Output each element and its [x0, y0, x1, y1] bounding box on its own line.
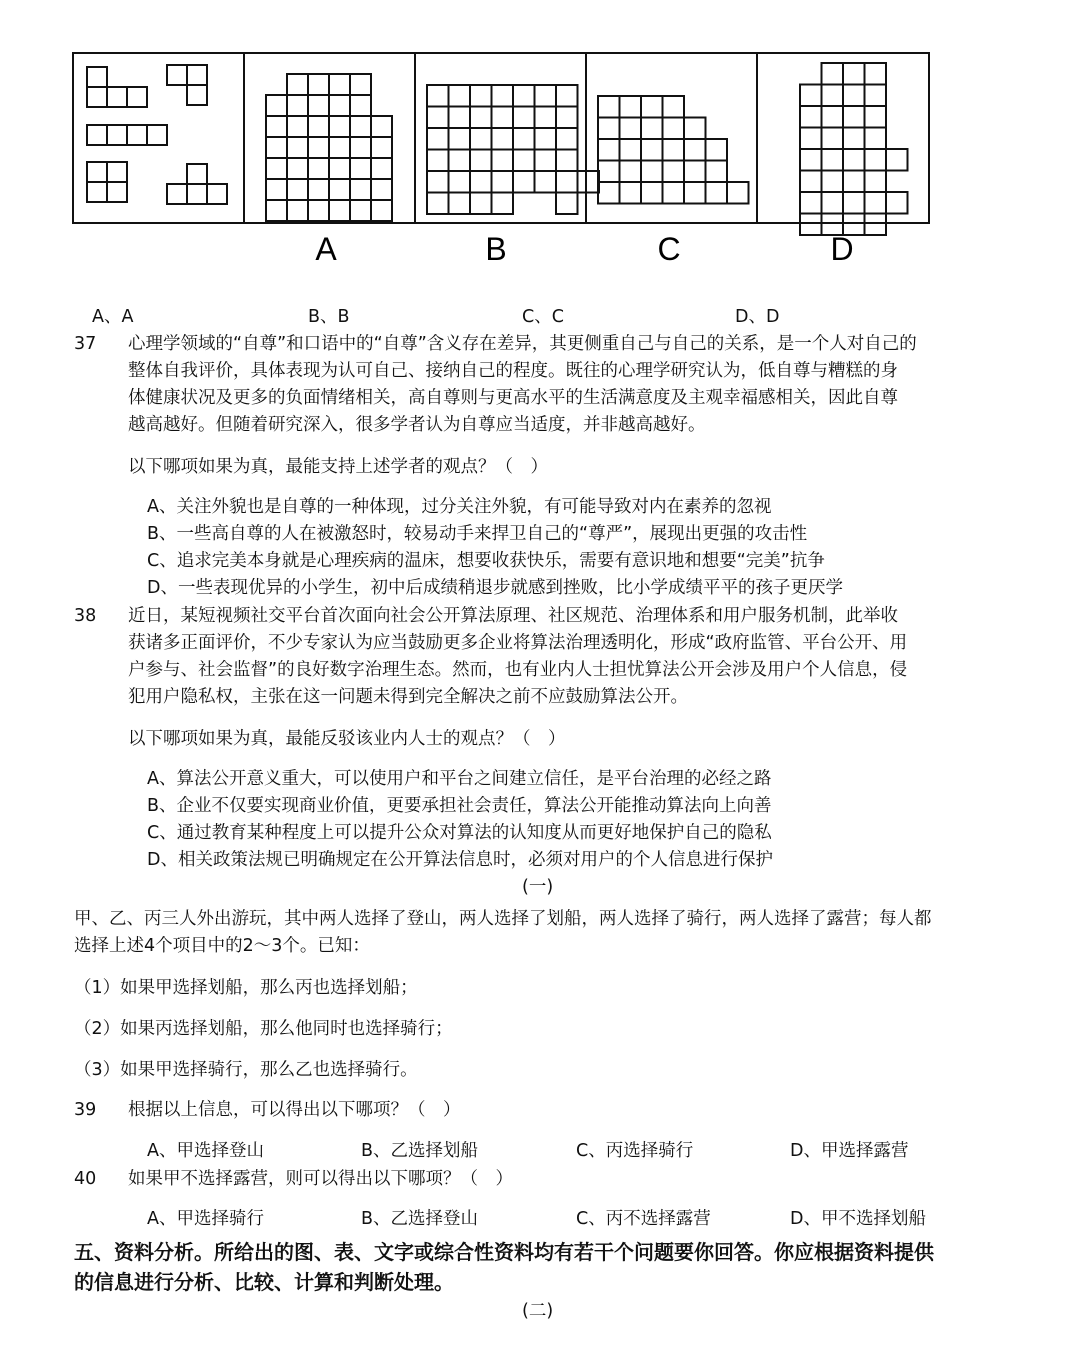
q36-option-c[interactable]: C、C [522, 307, 564, 327]
section-subheading: (二) [522, 1301, 554, 1321]
piece-square [87, 162, 127, 202]
q37-question: 以下哪项如果为真，最能支持上述学者的观点？（ ） [128, 457, 548, 477]
question-number: 40 [74, 1169, 97, 1189]
option-label-d: D [830, 231, 854, 267]
q37-option-b[interactable]: B、一些高自尊的人在被激怒时，较易动手来捍卫自己的“尊严”，展现出更强的攻击性 [147, 524, 808, 544]
section-heading: (一) [522, 877, 554, 897]
section-title: 的信息进行分析、比较、计算和判断处理。 [74, 1270, 454, 1294]
q38-option-d[interactable]: D、相关政策法规已明确规定在公开算法信息时，必须对用户的个人信息进行保护 [147, 850, 773, 870]
q38-line: 犯用户隐私权，主张在这一问题未得到完全解决之前不应鼓励算法公开。 [128, 687, 688, 707]
piece-l-shape-flipped [167, 65, 207, 105]
q38-line: 户参与、社会监督”的良好数字治理生态。然而，也有业内人士担忧算法公开会涉及用户个人信息，侵 [128, 660, 908, 680]
q39-option-a[interactable]: A、甲选择登山 [147, 1141, 264, 1161]
option-a-shape [266, 74, 392, 221]
q40-option-d[interactable]: D、甲不选择划船 [790, 1209, 926, 1229]
q38-option-a[interactable]: A、算法公开意义重大，可以使用户和平台之间建立信任，是平台治理的必经之路 [147, 769, 772, 789]
q40-option-b[interactable]: B、乙选择登山 [361, 1209, 479, 1229]
option-label-c: C [657, 231, 681, 267]
question-number: 39 [74, 1100, 97, 1120]
q38-option-b[interactable]: B、企业不仅要实现商业价值，更要承担社会责任，算法公开能推动算法向上向善 [147, 796, 772, 816]
q36-option-d[interactable]: D、D [735, 307, 780, 327]
option-label-b: B [485, 231, 507, 267]
option-c-shape [598, 96, 749, 204]
question-number: 38 [74, 606, 97, 626]
condition-3: （3）如果甲选择骑行，那么乙也选择骑行。 [74, 1060, 418, 1080]
intro-line: 选择上述4个项目中的2～3个。已知： [74, 936, 370, 956]
q38-question: 以下哪项如果为真，最能反驳该业内人士的观点？（ ） [128, 729, 566, 749]
section-title: 五、资料分析。所给出的图、表、文字或综合性资料均有若干个问题要你回答。你应根据资料提供 [74, 1240, 934, 1264]
q37-line: 越高越好。但随着研究深入，很多学者认为自尊应当适度，并非越高越好。 [128, 415, 706, 435]
q39-option-c[interactable]: C、丙选择骑行 [576, 1141, 694, 1161]
q39-option-d[interactable]: D、甲选择露营 [790, 1141, 909, 1161]
q40-option-c[interactable]: C、丙不选择露营 [576, 1209, 711, 1229]
condition-2: （2）如果丙选择划船，那么他同时也选择骑行； [74, 1019, 453, 1039]
q40-option-a[interactable]: A、甲选择骑行 [147, 1209, 264, 1229]
intro-line: 甲、乙、丙三人外出游玩，其中两人选择了登山，两人选择了划船，两人选择了骑行，两人选择了露营；每人都 [74, 909, 932, 929]
q39-question: 根据以上信息，可以得出以下哪项？（ ） [128, 1100, 461, 1120]
q37-line: 整体自我评价，具体表现为认可自己、接纳自己的程度。既往的心理学研究认为，低自尊与糟糕的身 [128, 361, 898, 381]
q37-line: 体健康状况及更多的负面情绪相关，高自尊则与更高水平的生活满意度及主观幸福感相关，因此自尊 [128, 388, 898, 408]
q39-option-b[interactable]: B、乙选择划船 [361, 1141, 479, 1161]
question-number: 37 [74, 334, 97, 354]
q37-line: 心理学领域的“自尊”和口语中的“自尊”含义存在差异，其更侧重自己与自己的关系，是一个人对自己的 [128, 334, 917, 354]
piece-t-shape [167, 164, 227, 204]
q38-option-c[interactable]: C、通过教育某种程度上可以提升公众对算法的认知度从而更好地保护自己的隐私 [147, 823, 772, 843]
q37-option-d[interactable]: D、一些表现优异的小学生，初中后成绩稍退步就感到挫败，比小学成绩平平的孩子更厌学 [147, 578, 843, 598]
q38-line: 获诸多正面评价，不少专家认为应当鼓励更多企业将算法治理透明化，形成“政府监管、平台公开、用 [128, 633, 908, 653]
q36-option-b[interactable]: B、B [308, 307, 350, 327]
puzzle-figure [70, 50, 932, 270]
option-label-a: A [315, 231, 337, 267]
q36-option-a[interactable]: A、A [92, 307, 134, 327]
piece-l-shape [87, 67, 147, 107]
q37-option-c[interactable]: C、追求完美本身就是心理疾病的温床，想要收获快乐，需要有意识地和想要“完美”抗争 [147, 551, 825, 571]
q38-line: 近日，某短视频社交平台首次面向社会公开算法原理、社区规范、治理体系和用户服务机制，此举收 [128, 606, 898, 626]
q40-question: 如果甲不选择露营，则可以得出以下哪项？（ ） [128, 1169, 513, 1189]
option-d-shape [800, 63, 908, 235]
q37-option-a[interactable]: A、关注外貌也是自尊的一种体现，过分关注外貌，有可能导致对内在素养的忽视 [147, 497, 772, 517]
condition-1: （1）如果甲选择划船，那么丙也选择划船； [74, 978, 418, 998]
piece-bar [87, 125, 167, 145]
option-b-shape [427, 85, 599, 214]
